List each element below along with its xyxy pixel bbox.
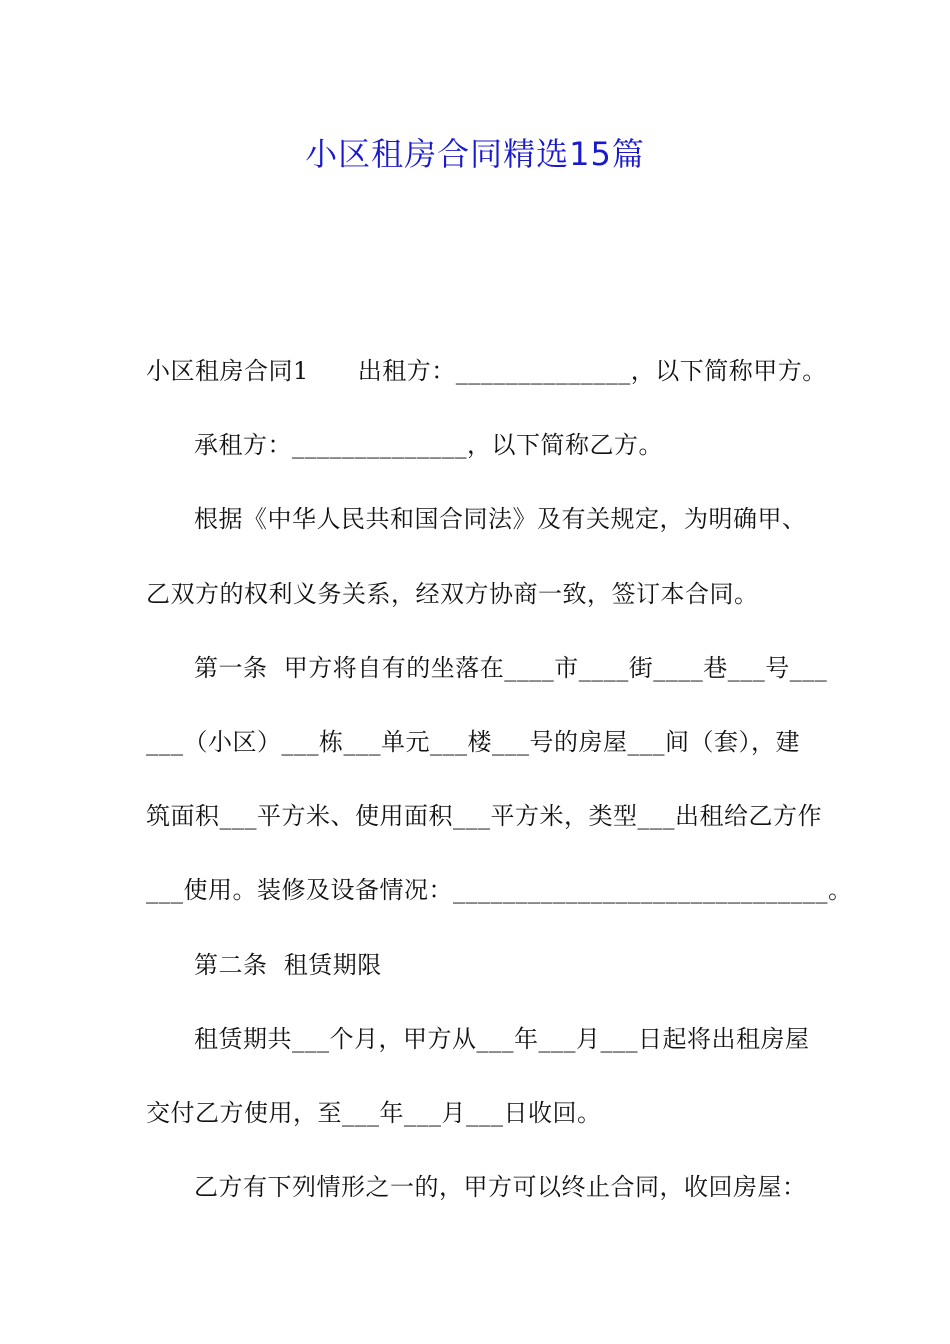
- paragraph-line: 乙双方的权利义务关系，经双方协商一致，签订本合同。: [146, 579, 759, 608]
- document-body: [146, 334, 853, 1224]
- paragraph-line: 交付乙方使用，至___年___月___日收回。: [146, 1098, 602, 1127]
- paragraph-line: 根据《中华人民共和国合同法》及有关规定，为明确甲、: [194, 505, 807, 534]
- paragraph-line: 小区租房合同1 出租方：______________，以下简称甲方。: [146, 357, 827, 385]
- document-title: 小区租房合同精选15篇: [305, 135, 645, 173]
- paragraph-line: 租赁期共___个月，甲方从___年___月___日起将出租房屋: [194, 1024, 810, 1053]
- paragraph-line: 乙方有下列情形之一的，甲方可以终止合同，收回房屋：: [194, 1173, 807, 1202]
- paragraph-line: 第二条 租赁期限: [194, 950, 382, 979]
- paragraph-line: ___使用。装修及设备情况：______________________________。: [146, 876, 853, 905]
- paragraph-line: 第一条 甲方将自有的坐落在____市____街____巷___号___: [194, 653, 828, 682]
- paragraph-line: 筑面积___平方米、使用面积___平方米，类型___出租给乙方作: [146, 802, 822, 831]
- paragraph-line: 承租方：______________，以下简称乙方。: [194, 431, 663, 460]
- paragraph-line: ___（小区）___栋___单元___楼___号的房屋___间（套），建: [146, 727, 800, 756]
